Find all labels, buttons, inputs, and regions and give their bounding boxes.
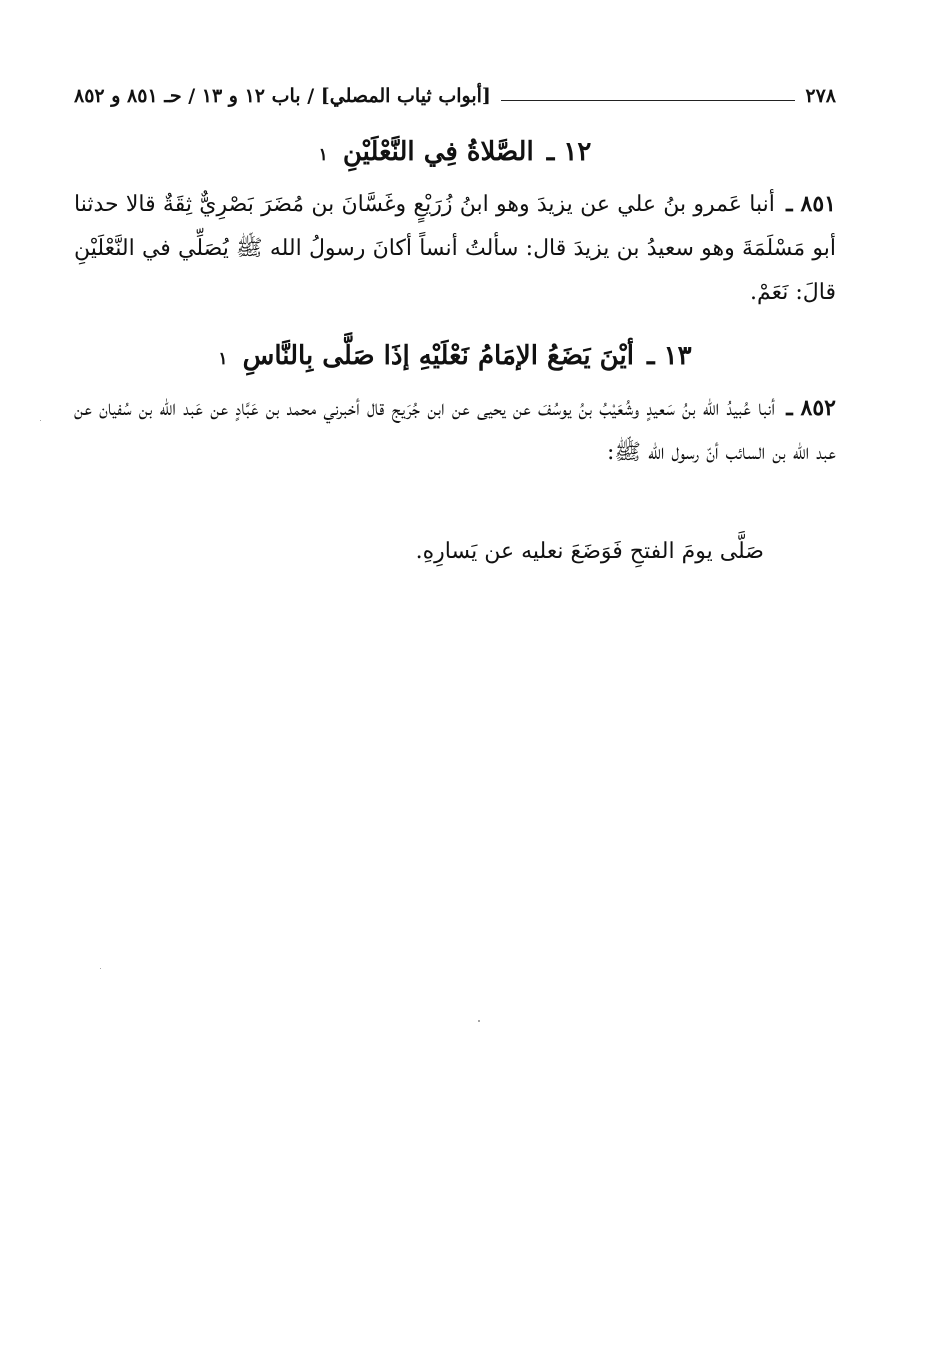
footnote-marker: ١ — [318, 145, 328, 165]
running-header — [74, 78, 836, 114]
chapter-heading-13 — [74, 336, 836, 379]
footnote-marker: ١ — [218, 349, 228, 369]
scan-speck — [40, 420, 41, 421]
chapter-number: ١٣ ـ — [646, 341, 692, 371]
page-number: ٢٧٨ — [805, 85, 836, 107]
chapter-heading-12 — [74, 132, 836, 175]
chapter-number: ١٢ ـ — [546, 137, 592, 167]
hadith-text: أنبا عَمرو بنُ علي عن يزيدَ وهو ابنُ زُرَيْعٍ وغَسَّانَ بن مُضَرَ بَصْرِيٌّ ثِقَةٌ قالا حدثنا أبو مَسْلَمَةَ وهو سعيدُ بن يزيدَ قال: سألتُ أنساً أكانَ رسولُ الله ﷺ يُصَلِّي في النَّعْلَيْنِ قالَ: نَعَمْ. — [74, 192, 836, 305]
running-title: [أبواب ثياب المصلي] / باب ١٢ و ١٣ / حـ ٨٥١ و ٨٥٢ — [74, 85, 491, 107]
hadith-number: ٨٥٢ ـ — [786, 395, 836, 421]
hadith-851 — [74, 182, 836, 315]
hadith-matn: صَلَّى يومَ الفتحِ فَوَضَعَ نعليه عن يَسارِهِ. — [415, 539, 764, 564]
scan-speck — [478, 1020, 480, 1022]
scan-speck — [100, 968, 101, 969]
header-rule — [501, 100, 796, 101]
chapter-title: أيْنَ يَضَعُ الإمَامُ نَعْلَيْهِ إذَا صَلَّى بِالنَّاسِ — [242, 341, 634, 371]
hadith-text: أنبا عُبيدُ الله بنُ سَعيدٍ وشُعَيْبُ بنُ يوسُفَ عن يحيى عن ابن جُرَيج قال أخبرني محمد بن عَبَّادٍ عن عَبد الله بن سُفيان عن عبد الله بن السائب أنّ رسول الله ﷺ: — [74, 396, 836, 465]
hadith-number: ٨٥١ ـ — [786, 191, 836, 217]
hadith-852 — [74, 386, 836, 475]
chapter-title: الصَّلاةُ فِي النَّعْلَيْنِ — [342, 137, 534, 167]
